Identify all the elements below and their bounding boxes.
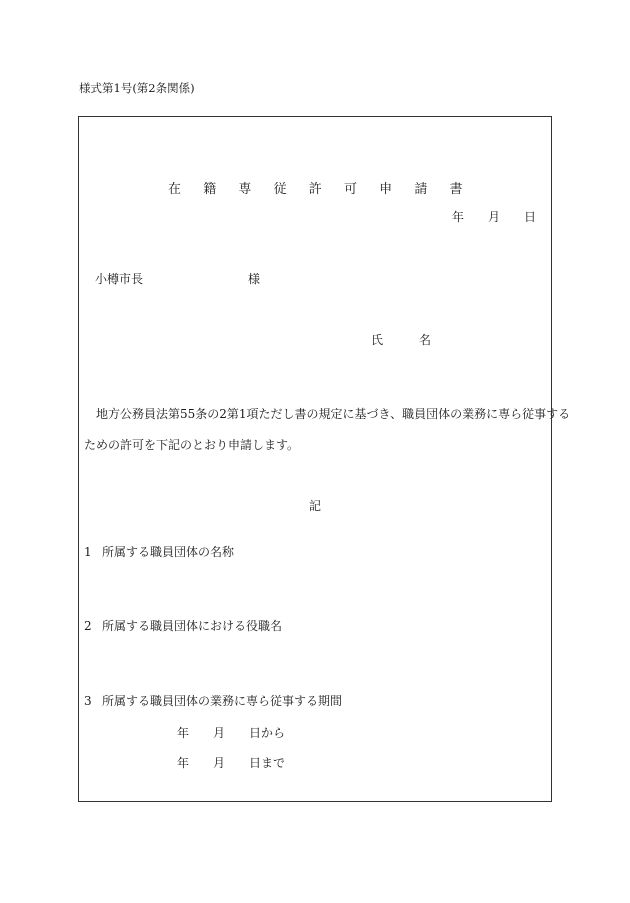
item-number: 3	[84, 694, 92, 708]
title-char: 許	[308, 182, 322, 197]
item-number: 1	[84, 545, 92, 559]
ki-heading: 記	[309, 499, 322, 513]
title-char: 申	[379, 182, 393, 197]
item-1	[84, 543, 234, 560]
form-number-label: 様式第1号(第2条関係)	[79, 81, 195, 95]
period-from-month: 月	[213, 726, 226, 740]
period-to-day: 日まで	[249, 756, 286, 770]
period-from-day: 日から	[249, 726, 286, 740]
title-char: 在	[168, 182, 182, 197]
period-from-year: 年	[177, 726, 190, 740]
form-title	[168, 178, 485, 197]
period-to-month: 月	[213, 756, 226, 770]
applicant-name-label: 氏 名	[371, 333, 444, 347]
item-text: 所属する職員団体における役職名	[102, 619, 283, 633]
period-to-year: 年	[177, 756, 190, 770]
title-char: 請	[414, 182, 428, 197]
item-text: 所属する職員団体の業務に専ら従事する期間	[102, 694, 343, 708]
title-char: 可	[343, 182, 357, 197]
title-char: 書	[449, 182, 463, 197]
item-2	[84, 617, 282, 634]
honorific: 様	[248, 272, 261, 286]
date-year-label: 年	[452, 210, 465, 224]
title-char: 従	[273, 182, 287, 197]
body-text-line-1: 地方公務員法第55条の2第1項ただし書の規定に基づき、職員団体の業務に専ら従事する	[96, 407, 571, 421]
title-char: 籍	[203, 182, 217, 197]
body-text-line-2: ための許可を下記のとおり申請します。	[84, 438, 300, 452]
addressee: 小樽市長	[95, 272, 144, 286]
item-number: 2	[84, 619, 92, 633]
item-3	[84, 692, 342, 709]
date-month-label: 月	[488, 210, 501, 224]
date-day-label: 日	[524, 210, 537, 224]
item-text: 所属する職員団体の名称	[102, 545, 235, 559]
title-char: 専	[238, 182, 252, 197]
